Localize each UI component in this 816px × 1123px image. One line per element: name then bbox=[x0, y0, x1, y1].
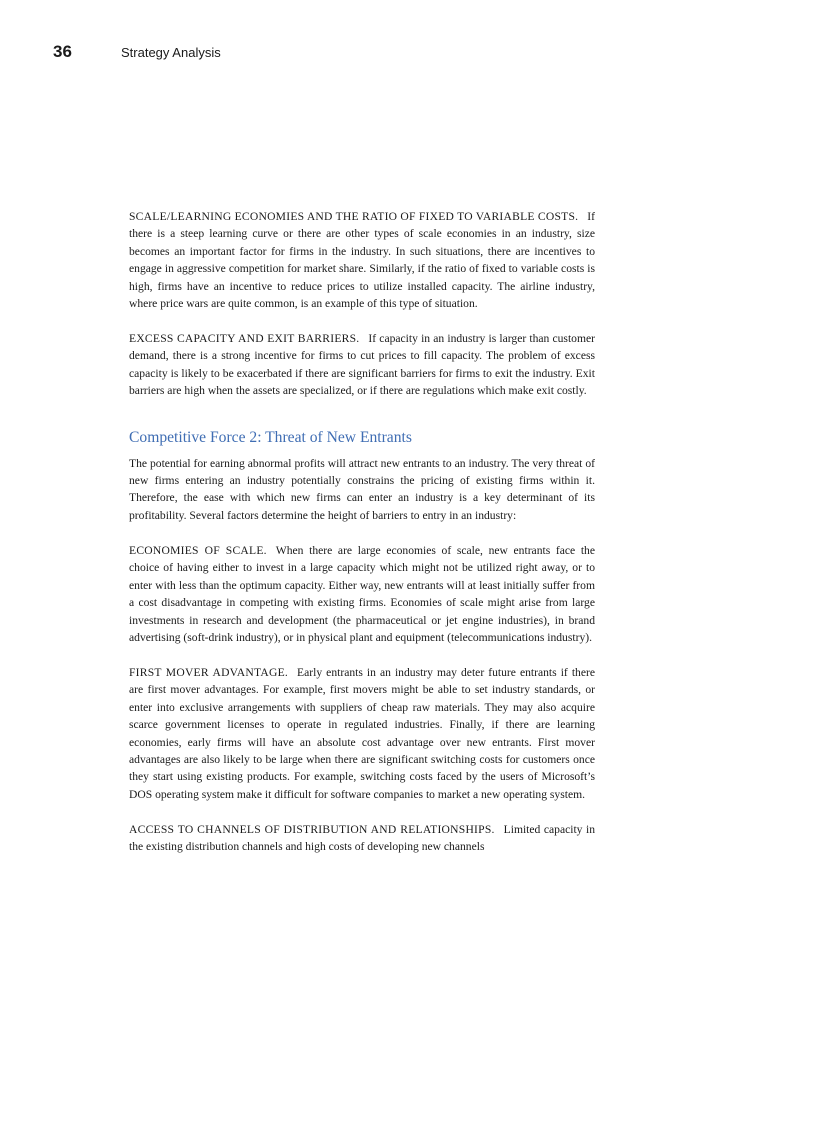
run-in-heading: EXCESS CAPACITY AND EXIT BARRIERS. bbox=[129, 332, 360, 346]
section-intro: The potential for earning abnormal profits will attract new entrants to an industry. The very threat of new firms entering an industry potentially constrains the pricing of existing firms within it. Therefore, the ease with which new firms can enter an industry is a key determinant of its profitability. Several factors determine the height of barriers to entry in an industry: bbox=[129, 456, 595, 522]
paragraph-text: If there is a steep learning curve or there are other types of scale economies in an industry, size becomes an important factor for firms in the industry. In such situations, there are incentives to engage in aggressive competition for market share. Similarly, if the ratio of fixed to variable costs is high, firms have an incentive to reduce prices to utilize installed capacity. The airline industry, where price wars are quite common, is an example of this type of situation. bbox=[129, 210, 595, 311]
paragraph-economies-of-scale bbox=[129, 542, 595, 646]
page-number: 36 bbox=[53, 42, 72, 61]
paragraph-access-channels bbox=[129, 821, 595, 856]
paragraph-text: If capacity in an industry is larger than customer demand, there is a strong incentive for firms to cut prices to fill capacity. The problem of excess capacity is likely to be exacerbated if there are significant barriers for firms to exit the industry. Exit barriers are high when the assets are specialized, or if there are regulations which make exit costly. bbox=[129, 332, 595, 398]
run-in-heading: SCALE/LEARNING ECONOMIES AND THE RATIO OF FIXED TO VARIABLE COSTS. bbox=[129, 210, 579, 223]
run-in-heading: ACCESS TO CHANNELS OF DISTRIBUTION AND RELATIONSHIPS. bbox=[129, 822, 495, 836]
paragraph-text: When there are large economies of scale, new entrants face the choice of having either to invest in a large capacity which might not be utilized right away, or to enter with less than the optimum capacity. Either way, new entrants will at least initially suffer from a cost disadvantage in competing with existing firms. Economies of scale might arise from large investments in research and development (the pharmaceutical or jet engine industries), in brand advertising (soft-drink industry), or in physical plant and equipment (telecommunications industry). bbox=[129, 543, 595, 644]
run-in-heading: FIRST MOVER ADVANTAGE. bbox=[129, 665, 289, 679]
paragraph-text: Limited capacity in the existing distribution channels and high costs of developing new channels bbox=[129, 822, 595, 854]
running-title: Strategy Analysis bbox=[121, 45, 221, 60]
running-head bbox=[53, 42, 221, 64]
paragraph-excess-capacity bbox=[129, 330, 595, 400]
paragraph-scale-learning bbox=[129, 208, 595, 312]
paragraph-first-mover bbox=[129, 664, 595, 803]
section-heading: Competitive Force 2: Threat of New Entrants bbox=[129, 428, 412, 446]
paragraph-text: Early entrants in an industry may deter future entrants if there are first mover advantages. For example, first movers might be able to set industry standards, or enter into exclusive arrangements with suppliers of cheap raw materials. They may also acquire scarce government licenses to operate in regulated industries. Finally, if there are learning economies, early firms will have an absolute cost advantage over new entrants. First mover advantages are also likely to be large when there are significant switching costs for customers once they start using existing products. For example, switching costs faced by the users of Microsoft’s DOS operating system make it difficult for software companies to market a new operating system. bbox=[129, 665, 595, 801]
run-in-heading: ECONOMIES OF SCALE. bbox=[129, 543, 267, 557]
body-text bbox=[129, 208, 595, 873]
